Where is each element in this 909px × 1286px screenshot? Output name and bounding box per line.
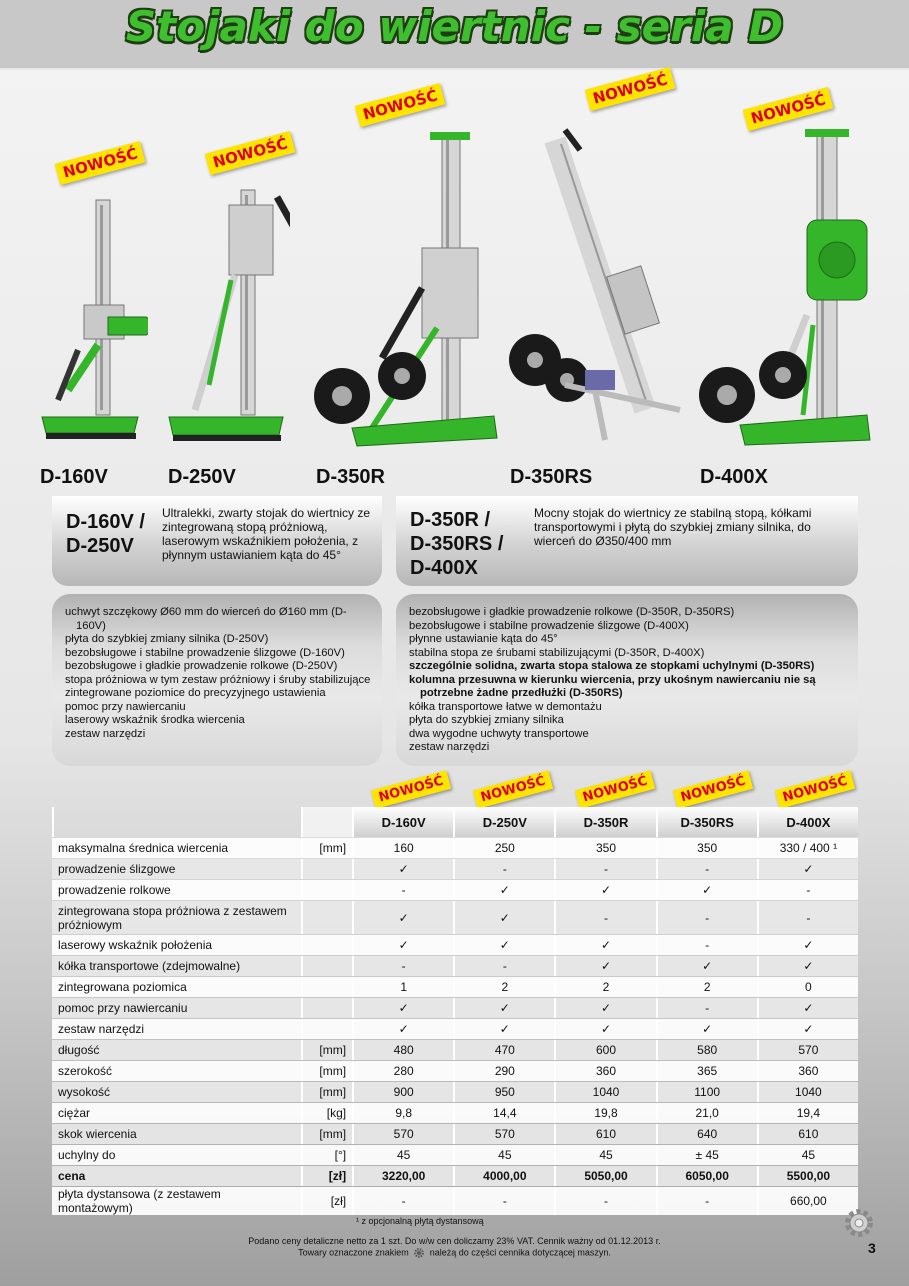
table-header-d-350r: D-350R bbox=[554, 807, 655, 837]
row-value: 45 bbox=[554, 1145, 655, 1165]
row-value: 470 bbox=[453, 1040, 554, 1060]
row-value: 1 bbox=[352, 977, 453, 997]
table-row bbox=[52, 1082, 858, 1102]
product-image-d-350rs bbox=[505, 120, 685, 450]
row-unit bbox=[301, 956, 352, 976]
footer bbox=[0, 1236, 909, 1259]
row-value: - bbox=[656, 901, 757, 934]
row-value: - bbox=[757, 880, 858, 900]
row-value: 640 bbox=[656, 1124, 757, 1144]
row-unit bbox=[301, 880, 352, 900]
row-value: 21,0 bbox=[656, 1103, 757, 1123]
gear-icon bbox=[842, 1206, 876, 1240]
row-value: ✓ bbox=[352, 935, 453, 955]
group1-feature-item: płyta do szybkiej zmiany silnika (D-250V) bbox=[65, 633, 269, 645]
group1-feature-item: zintegrowane poziomice do precyzyjnego ustawienia bbox=[65, 687, 326, 699]
table-row bbox=[52, 956, 858, 976]
group2-features-list bbox=[408, 606, 854, 755]
row-label: laserowy wskaźnik położenia bbox=[52, 935, 301, 955]
group2-feature-item: zestaw narzędzi bbox=[409, 741, 490, 753]
new-badge-d-350rs: NOWOŚĆ bbox=[585, 67, 676, 111]
row-value: - bbox=[656, 998, 757, 1018]
row-value: 19,4 bbox=[757, 1103, 858, 1123]
table-row bbox=[52, 1019, 858, 1039]
row-label: uchylny do bbox=[52, 1145, 301, 1165]
model-name-d-250v: D-250V bbox=[168, 466, 236, 488]
group2-feature-item: płyta do szybkiej zmiany silnika bbox=[409, 714, 564, 726]
table-row bbox=[52, 1061, 858, 1081]
row-value: 3220,00 bbox=[352, 1166, 453, 1186]
row-value: ✓ bbox=[453, 935, 554, 955]
row-value: - bbox=[554, 859, 655, 879]
row-value: ✓ bbox=[757, 998, 858, 1018]
row-label: długość bbox=[52, 1040, 301, 1060]
row-value: 360 bbox=[554, 1061, 655, 1081]
row-value: ✓ bbox=[554, 998, 655, 1018]
row-value: ✓ bbox=[757, 956, 858, 976]
row-value: 330 / 400 ¹ bbox=[757, 838, 858, 858]
row-unit: [zł] bbox=[301, 1187, 352, 1215]
row-value: 570 bbox=[352, 1124, 453, 1144]
footer-line-2-start: Towary oznaczone znakiem bbox=[298, 1247, 409, 1258]
row-value: 250 bbox=[453, 838, 554, 858]
row-value: 290 bbox=[453, 1061, 554, 1081]
row-value: - bbox=[757, 901, 858, 934]
row-value: 570 bbox=[453, 1124, 554, 1144]
row-value: - bbox=[453, 1187, 554, 1215]
row-value: ✓ bbox=[453, 998, 554, 1018]
row-value: - bbox=[352, 956, 453, 976]
row-value: - bbox=[656, 935, 757, 955]
row-value: ✓ bbox=[352, 998, 453, 1018]
row-value: - bbox=[554, 1187, 655, 1215]
row-value: 2 bbox=[656, 977, 757, 997]
row-value: ✓ bbox=[554, 880, 655, 900]
row-value: 1040 bbox=[554, 1082, 655, 1102]
row-value: 900 bbox=[352, 1082, 453, 1102]
group1-feature-item: laserowy wskaźnik środka wiercenia bbox=[65, 714, 245, 726]
row-label: zintegrowana stopa próżniowa z zestawem próżniowym bbox=[52, 901, 301, 934]
row-value: 160 bbox=[352, 838, 453, 858]
row-value: - bbox=[554, 901, 655, 934]
table-row bbox=[52, 1166, 858, 1186]
row-value: 2 bbox=[453, 977, 554, 997]
group2-feature-item: kółka transportowe łatwe w demontażu bbox=[409, 700, 602, 713]
table-new-badge-d-250v: NOWOŚĆ bbox=[473, 770, 553, 809]
row-unit: [zł] bbox=[301, 1166, 352, 1186]
table-new-badge-d-350rs: NOWOŚĆ bbox=[673, 770, 753, 809]
row-value: 5500,00 bbox=[757, 1166, 858, 1186]
row-value: 45 bbox=[453, 1145, 554, 1165]
footnote: ¹ z opcjonalną płytą dystansową bbox=[356, 1216, 484, 1226]
row-value: - bbox=[453, 859, 554, 879]
row-value: ✓ bbox=[554, 1019, 655, 1039]
table-new-badge-d-350r: NOWOŚĆ bbox=[575, 770, 655, 809]
table-row bbox=[52, 859, 858, 879]
row-value: 45 bbox=[757, 1145, 858, 1165]
table-row bbox=[52, 838, 858, 858]
row-value: ± 45 bbox=[656, 1145, 757, 1165]
table-row bbox=[52, 998, 858, 1018]
footer-line-1: Podano ceny detaliczne netto za 1 szt. Do w/w cen doliczamy 23% VAT. Cennik ważny od 01.12.2013 r. bbox=[248, 1236, 661, 1246]
table-header-d-160v: D-160V bbox=[352, 807, 453, 837]
group1-title: D-160V / D-250V bbox=[66, 511, 145, 557]
table-header-d-250v: D-250V bbox=[453, 807, 554, 837]
row-unit: [mm] bbox=[301, 1082, 352, 1102]
row-label: szerokość bbox=[52, 1061, 301, 1081]
table-row bbox=[52, 1040, 858, 1060]
product-image-d-400x bbox=[695, 125, 875, 450]
row-value: 570 bbox=[757, 1040, 858, 1060]
row-value: - bbox=[656, 1187, 757, 1215]
table-header-unit-blank bbox=[301, 807, 352, 837]
group2-feature-item: kolumna przesuwna w kierunku wiercenia, przy ukośnym nawiercaniu nie są potrzebne żadne przedłużki (D-350RS) bbox=[409, 673, 816, 699]
table-row bbox=[52, 1124, 858, 1144]
row-value: 2 bbox=[554, 977, 655, 997]
row-value: 1040 bbox=[757, 1082, 858, 1102]
row-label: prowadzenie ślizgowe bbox=[52, 859, 301, 879]
row-label: maksymalna średnica wiercenia bbox=[52, 838, 301, 858]
row-value: 14,4 bbox=[453, 1103, 554, 1123]
page-number: 3 bbox=[868, 1240, 876, 1256]
group2-feature-item: stabilna stopa ze śrubami stabilizującymi (D-350R, D-400X) bbox=[409, 646, 705, 659]
group1-feature-item: stopa próżniowa w tym zestaw próżniowy i śruby stabilizujące bbox=[65, 673, 371, 686]
row-value: 45 bbox=[352, 1145, 453, 1165]
specs-table bbox=[52, 806, 858, 1216]
table-row bbox=[52, 880, 858, 900]
row-label: pomoc przy nawiercaniu bbox=[52, 998, 301, 1018]
product-image-d-350r bbox=[312, 128, 502, 448]
row-value: ✓ bbox=[656, 956, 757, 976]
row-unit: [mm] bbox=[301, 1124, 352, 1144]
row-label: ciężar bbox=[52, 1103, 301, 1123]
row-label: zestaw narzędzi bbox=[52, 1019, 301, 1039]
row-unit: [mm] bbox=[301, 1040, 352, 1060]
group2-feature-item: dwa wygodne uchwyty transportowe bbox=[409, 727, 589, 740]
row-value: 350 bbox=[554, 838, 655, 858]
row-value: ✓ bbox=[554, 956, 655, 976]
row-value: ✓ bbox=[453, 880, 554, 900]
row-value: 480 bbox=[352, 1040, 453, 1060]
row-value: 610 bbox=[757, 1124, 858, 1144]
row-unit: [kg] bbox=[301, 1103, 352, 1123]
row-unit bbox=[301, 977, 352, 997]
group2-title: D-350R / D-350RS / D-400X bbox=[410, 509, 504, 579]
group1-feature-item: zestaw narzędzi bbox=[65, 727, 146, 740]
row-value: 4000,00 bbox=[453, 1166, 554, 1186]
new-badge-d-350r: NOWOŚĆ bbox=[355, 83, 446, 127]
row-value: ✓ bbox=[656, 880, 757, 900]
table-row bbox=[52, 1187, 858, 1215]
row-label: kółka transportowe (zdejmowalne) bbox=[52, 956, 301, 976]
row-value: 19,8 bbox=[554, 1103, 655, 1123]
row-value: 950 bbox=[453, 1082, 554, 1102]
table-row bbox=[52, 935, 858, 955]
group2-feature-item: bezobsługowe i gładkie prowadzenie rolkowe (D-350R, D-350RS) bbox=[409, 606, 735, 618]
table-header-d-400x: D-400X bbox=[757, 807, 858, 837]
group1-feature-item: uchwyt szczękowy Ø60 mm do wierceń do Ø160 mm (D-160V) bbox=[65, 606, 347, 632]
row-label: prowadzenie rolkowe bbox=[52, 880, 301, 900]
row-label: cena bbox=[52, 1166, 301, 1186]
machine-gear-icon bbox=[411, 1247, 427, 1259]
footer-line-2-end: należą do części cennika dotyczącej maszyn. bbox=[429, 1247, 611, 1258]
table-row bbox=[52, 1103, 858, 1123]
row-unit: [mm] bbox=[301, 838, 352, 858]
group1-feature-item: bezobsługowe i stabilne prowadzenie ślizgowe (D-160V) bbox=[65, 646, 345, 659]
group2-feature-item: płynne ustawianie kąta do 45° bbox=[409, 633, 558, 645]
row-value: ✓ bbox=[352, 1019, 453, 1039]
table-row bbox=[52, 977, 858, 997]
page-title: Stojaki do wiertnic - seria D bbox=[125, 2, 784, 51]
row-value: 9,8 bbox=[352, 1103, 453, 1123]
row-unit: [mm] bbox=[301, 1061, 352, 1081]
new-badge-d-160v: NOWOŚĆ bbox=[55, 141, 146, 185]
row-value: 280 bbox=[352, 1061, 453, 1081]
row-unit: [°] bbox=[301, 1145, 352, 1165]
group1-feature-item: pomoc przy nawiercaniu bbox=[65, 700, 186, 713]
row-value: 365 bbox=[656, 1061, 757, 1081]
row-label: wysokość bbox=[52, 1082, 301, 1102]
row-label: zintegrowana poziomica bbox=[52, 977, 301, 997]
model-name-d-160v: D-160V bbox=[40, 466, 108, 488]
row-value: ✓ bbox=[656, 1019, 757, 1039]
row-value: 580 bbox=[656, 1040, 757, 1060]
row-value: - bbox=[453, 956, 554, 976]
row-value: ✓ bbox=[554, 935, 655, 955]
group2-feature-item: szczególnie solidna, zwarta stopa stalowa ze stopkami uchylnymi (D-350RS) bbox=[409, 660, 815, 672]
new-badge-d-250v: NOWOŚĆ bbox=[205, 131, 296, 175]
specs-table-body bbox=[52, 838, 858, 1215]
row-unit bbox=[301, 998, 352, 1018]
row-value: ✓ bbox=[757, 1019, 858, 1039]
row-value: - bbox=[656, 859, 757, 879]
new-badge-d-400x: NOWOŚĆ bbox=[743, 87, 834, 131]
row-unit bbox=[301, 859, 352, 879]
row-value: ✓ bbox=[453, 1019, 554, 1039]
table-new-badge-d-400x: NOWOŚĆ bbox=[775, 770, 855, 809]
group1-feature-item: bezobsługowe i gładkie prowadzenie rolkowe (D-250V) bbox=[65, 660, 338, 672]
table-header-d-350rs: D-350RS bbox=[656, 807, 757, 837]
row-unit bbox=[301, 901, 352, 934]
row-value: - bbox=[352, 1187, 453, 1215]
row-value: 600 bbox=[554, 1040, 655, 1060]
row-value: 350 bbox=[656, 838, 757, 858]
table-row bbox=[52, 901, 858, 934]
group1-description: Ultralekki, zwarty stojak do wiertnicy ze zintegrowaną stopą próżniową, laserowym wskaźnikiem położenia, z płynnym ustawianiem kąta do 45° bbox=[162, 506, 371, 562]
row-value: 360 bbox=[757, 1061, 858, 1081]
model-name-d-350r: D-350R bbox=[316, 466, 385, 488]
model-name-d-400x: D-400X bbox=[700, 466, 768, 488]
row-value: 5050,00 bbox=[554, 1166, 655, 1186]
row-value: 660,00 bbox=[757, 1187, 858, 1215]
row-value: ✓ bbox=[352, 901, 453, 934]
row-value: - bbox=[352, 880, 453, 900]
row-value: 0 bbox=[757, 977, 858, 997]
row-value: 610 bbox=[554, 1124, 655, 1144]
group2-description: Mocny stojak do wiertnicy ze stabilną stopą, kółkami transportowymi i płytą do szybkiej zmiany silnika, do wierceń do Ø350/400 mm bbox=[534, 506, 812, 548]
row-unit bbox=[301, 935, 352, 955]
footer-line-2 bbox=[0, 1247, 909, 1259]
group1-features-list bbox=[64, 606, 376, 741]
row-label: płyta dystansowa (z zestawem montażowym) bbox=[52, 1187, 301, 1215]
row-value: ✓ bbox=[453, 901, 554, 934]
row-value: ✓ bbox=[352, 859, 453, 879]
group2-feature-item: bezobsługowe i stabilne prowadzenie ślizgowe (D-400X) bbox=[409, 619, 689, 632]
row-value: 6050,00 bbox=[656, 1166, 757, 1186]
table-header-row bbox=[52, 807, 858, 837]
row-label: skok wiercenia bbox=[52, 1124, 301, 1144]
table-header-blank bbox=[52, 807, 301, 837]
product-image-d-250v bbox=[165, 185, 290, 445]
model-name-d-350rs: D-350RS bbox=[510, 466, 593, 488]
row-value: ✓ bbox=[757, 859, 858, 879]
row-unit bbox=[301, 1019, 352, 1039]
row-value: ✓ bbox=[757, 935, 858, 955]
product-image-d-160v bbox=[38, 195, 148, 445]
table-row bbox=[52, 1145, 858, 1165]
table-new-badge-d-160v: NOWOŚĆ bbox=[371, 770, 451, 809]
row-value: 1100 bbox=[656, 1082, 757, 1102]
